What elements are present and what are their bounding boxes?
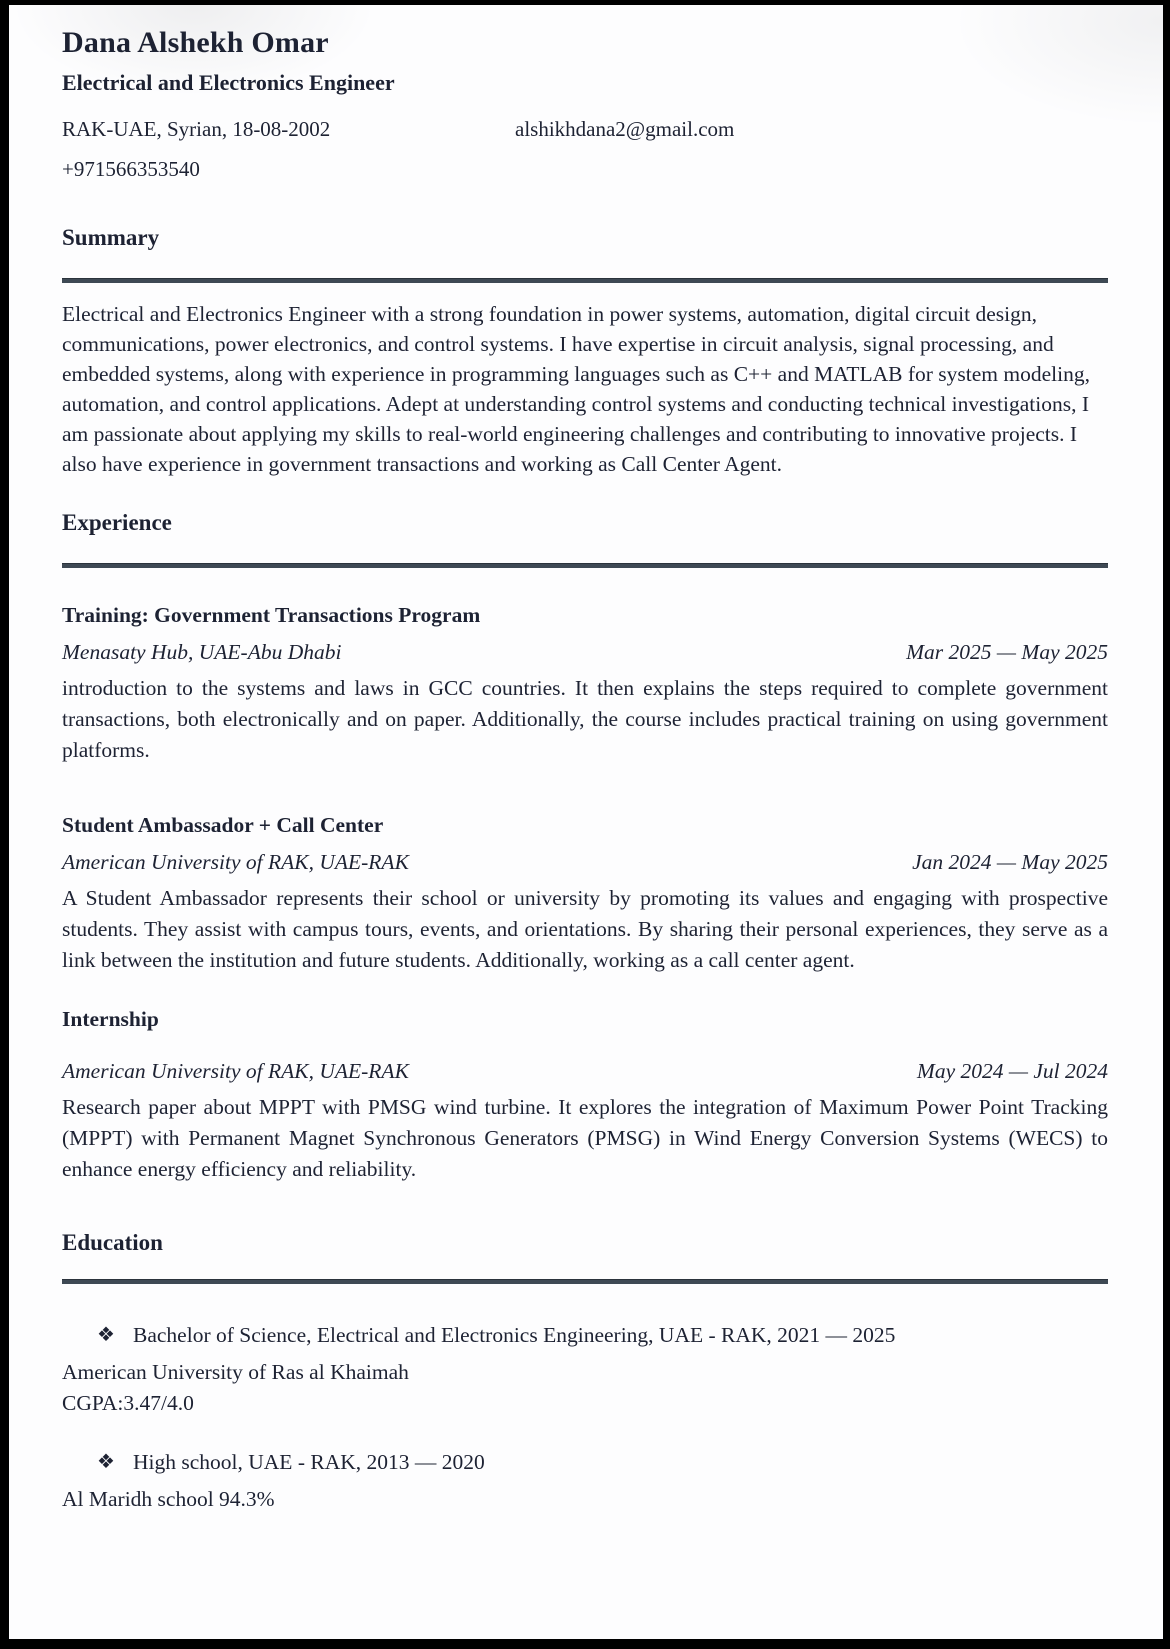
education-school-score: Al Maridh school 94.3% [62, 1487, 275, 1511]
contact-location-dob: RAK-UAE, Syrian, 18-08-2002 [62, 117, 331, 141]
entry-organization: American University of RAK, UAE-RAK [62, 1059, 409, 1083]
entry-description: introduction to the systems and laws in GCC countries. It then explains the steps required to complete government transactions, both electronically and on paper. Additionally, the course includes practical training on using government platforms. [62, 676, 1108, 762]
summary-section [62, 224, 1108, 479]
summary-paragraph: Electrical and Electronics Engineer with a strong foundation in power systems, automation, digital circuit design, communications, power electronics, and control systems. I have expertise in circuit analysis, signal processing, and embedded systems, along with experience in programming languages such as C++ and MATLAB for system modeling, automation, and control applications. Adept at understanding control systems and conducting technical investigations, I am passionate about applying my skills to real-world engineering challenges and contributing to innovative projects. I also have experience in government transactions and working as Call Center Agent. [62, 302, 1090, 476]
entry-meta [62, 639, 1108, 665]
education-divider [62, 1279, 1108, 1284]
education-gpa: CGPA:3.47/4.0 [62, 1391, 194, 1415]
person-name: Dana Alshekh Omar [62, 26, 329, 59]
experience-entry-training [62, 602, 1108, 766]
entry-dates: Jan 2024 — May 2025 [912, 850, 1108, 874]
person-job-title: Electrical and Electronics Engineer [62, 70, 395, 95]
experience-entry-ambassador [62, 812, 1108, 976]
education-bullet-row [62, 1447, 1108, 1478]
entry-title: Student Ambassador + Call Center [62, 813, 384, 837]
entry-title: Internship [62, 1007, 159, 1031]
entry-organization: Menasaty Hub, UAE-Abu Dhabi [62, 640, 342, 664]
entry-title: Training: Government Transactions Program [62, 603, 481, 627]
summary-heading: Summary [62, 225, 160, 250]
contact-phone: +971566353540 [62, 157, 200, 181]
diamond-bullet-icon: ❖ [97, 1324, 115, 1346]
education-degree-line: Bachelor of Science, Electrical and Electronics Engineering, UAE - RAK, 2021 — 2025 [133, 1323, 896, 1347]
entry-dates: Mar 2025 — May 2025 [906, 640, 1108, 664]
education-heading: Education [62, 1230, 163, 1255]
summary-divider [62, 278, 1108, 283]
entry-description: A Student Ambassador represents their school or university by promoting its values and engaging with prospective students. They assist with campus tours, events, and orientations. By sharing their personal experiences, they serve as a link between the institution and future students. Additionally, working as a call center agent. [62, 886, 1108, 972]
entry-description: Research paper about MPPT with PMSG wind turbine. It explores the integration of Maximum Power Point Tracking (MPPT) with Permanent Magnet Synchronous Generators (PMSG) in Wind Energy Conversion Systems (WECS) to enhance energy efficiency and reliability. [62, 1095, 1108, 1181]
contact-block [62, 116, 1108, 182]
diamond-bullet-icon: ❖ [97, 1451, 115, 1473]
contact-row [62, 116, 1108, 142]
education-item-highschool [62, 1447, 1108, 1515]
education-details [62, 1484, 1108, 1515]
education-bullet-row [62, 1320, 1108, 1351]
entry-meta [62, 849, 1108, 875]
entry-organization: American University of RAK, UAE-RAK [62, 850, 409, 874]
entry-dates: May 2024 — Jul 2024 [916, 1059, 1108, 1083]
contact-email: alshikhdana2@gmail.com [515, 117, 735, 141]
education-section [62, 1229, 1108, 1515]
experience-heading: Experience [62, 510, 172, 535]
resume-paper [9, 5, 1163, 1639]
education-institution: American University of Ras al Khaimah [62, 1360, 409, 1384]
experience-divider [62, 563, 1108, 568]
experience-entry-internship [62, 1006, 1108, 1185]
entry-meta [62, 1058, 1108, 1084]
education-degree-line: High school, UAE - RAK, 2013 — 2020 [133, 1450, 485, 1474]
education-details [62, 1357, 1108, 1419]
education-item-bachelor [62, 1320, 1108, 1419]
experience-section [62, 509, 1108, 1185]
